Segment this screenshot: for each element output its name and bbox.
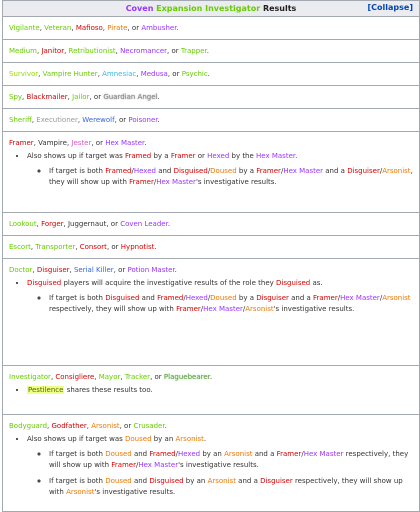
text-fragment: /: [207, 166, 211, 175]
text-fragment: .: [157, 116, 160, 124]
role-link[interactable]: Hexed: [133, 166, 156, 175]
investigator-results-navbox: [2, 0, 420, 512]
text-fragment: and a: [288, 293, 314, 302]
role-link[interactable]: Framer: [9, 139, 34, 147]
text-fragment: /: [337, 293, 341, 302]
role-list: [9, 421, 413, 431]
text-fragment: ,: [33, 139, 39, 147]
role-link[interactable]: Veteran: [44, 24, 72, 32]
role-link[interactable]: Hex Master: [303, 449, 344, 458]
role-link[interactable]: Disguiser: [256, 293, 289, 302]
role-link[interactable]: Framer: [176, 305, 201, 313]
text-fragment: and a: [235, 476, 261, 485]
text-fragment: ,: [22, 93, 27, 101]
results-row: [3, 365, 419, 414]
collapse-link[interactable]: Collapse: [371, 3, 410, 12]
role-list: [9, 92, 413, 102]
text-fragment: ,: [69, 266, 74, 274]
role-link[interactable]: Arsonist: [66, 488, 95, 496]
role-link[interactable]: Poisoner: [128, 116, 158, 124]
text-fragment: and: [155, 166, 174, 175]
text-fragment: Vampire: [38, 139, 67, 147]
results-row: [3, 212, 419, 235]
text-fragment: .: [157, 93, 160, 101]
text-fragment: , or: [114, 116, 129, 124]
text-fragment: .: [295, 152, 298, 160]
text-fragment: by the: [229, 152, 257, 160]
sub-note-item: [49, 449, 413, 472]
note-item: [27, 278, 413, 316]
role-list: [9, 372, 413, 382]
text-fragment: shares these results too.: [64, 386, 153, 394]
role-link[interactable]: Crusader: [133, 422, 165, 430]
text-fragment: ,: [77, 116, 83, 124]
text-fragment: ,: [97, 70, 103, 78]
role-link[interactable]: Framed: [105, 166, 132, 175]
text-fragment: /: [153, 178, 157, 186]
text-fragment: Also shows up if target was: [27, 152, 125, 160]
text-fragment: If target is both: [49, 293, 106, 302]
role-link[interactable]: Framed: [157, 293, 184, 302]
text-fragment: Also shows up if target was: [27, 435, 125, 443]
text-fragment: .: [176, 24, 179, 32]
role-link[interactable]: Framed: [125, 152, 152, 160]
role-link[interactable]: Disguiser: [36, 266, 70, 274]
text-fragment: , or: [167, 70, 182, 78]
text-fragment: ,: [39, 24, 45, 32]
text-fragment: 's investigative results.: [195, 178, 277, 186]
role-link[interactable]: Mayor: [98, 373, 121, 381]
text-fragment: /: [379, 293, 383, 302]
navbox-header: [3, 1, 419, 17]
role-link[interactable]: Survivor: [9, 70, 39, 78]
text-fragment: /: [242, 305, 246, 313]
role-link[interactable]: Consigliere: [55, 373, 95, 381]
results-row: [3, 414, 419, 511]
note-item: [27, 151, 413, 189]
collapse-close-bracket: ]: [409, 3, 413, 12]
text-fragment: and a: [323, 166, 348, 175]
sub-note-list: [27, 166, 413, 189]
role-link[interactable]: Psychic: [181, 70, 208, 78]
note-list: [9, 278, 413, 316]
text-fragment: and a: [252, 449, 277, 458]
role-link[interactable]: Serial Killer: [73, 266, 114, 274]
role-link[interactable]: Forger: [41, 220, 64, 228]
role-link[interactable]: Disguised: [276, 279, 311, 287]
text-fragment: by a: [151, 152, 171, 160]
role-list: [9, 46, 413, 56]
role-link[interactable]: Godfather: [51, 422, 87, 430]
role-link[interactable]: Disguiser: [260, 476, 293, 485]
role-link[interactable]: Amnesiac: [102, 70, 137, 78]
text-fragment: , or: [91, 139, 106, 147]
role-link[interactable]: Doctor: [9, 266, 33, 274]
text-fragment: , or: [113, 266, 128, 274]
role-link[interactable]: Disguised: [27, 279, 62, 287]
text-fragment: .: [164, 422, 167, 430]
role-link[interactable]: Hex Master: [340, 293, 380, 302]
text-fragment: .: [167, 220, 171, 228]
role-link[interactable]: Plaguebearer: [163, 373, 210, 381]
role-link[interactable]: Disguised: [173, 166, 208, 175]
role-link[interactable]: Coven Leader: [120, 220, 168, 228]
role-link[interactable]: Doused: [105, 449, 132, 458]
text-fragment: .: [154, 243, 157, 251]
text-fragment: as.: [310, 279, 323, 287]
title-part-results: Results: [260, 4, 297, 13]
role-link[interactable]: Sheriff: [9, 116, 32, 124]
sub-note-item: [49, 293, 413, 316]
role-link[interactable]: Hex Master: [256, 152, 296, 160]
role-link[interactable]: Framer: [111, 461, 136, 469]
text-fragment: by a: [236, 166, 257, 175]
role-link[interactable]: Hex Master: [105, 139, 145, 147]
text-fragment: , or: [106, 243, 121, 251]
role-link[interactable]: Werewolf: [82, 116, 115, 124]
role-list: [9, 115, 413, 125]
text-fragment: ,: [86, 422, 92, 430]
text-fragment: Juggernaut: [67, 220, 107, 228]
text-fragment: If target is both: [49, 476, 106, 485]
role-link[interactable]: Guardian Angel: [103, 93, 158, 101]
role-link[interactable]: Vigilante: [9, 24, 40, 32]
note-list: [9, 151, 413, 189]
role-link[interactable]: Consort: [79, 243, 107, 251]
role-link[interactable]: Janitor: [41, 47, 65, 55]
role-link[interactable]: Framer: [276, 449, 302, 458]
text-fragment: /: [136, 461, 139, 469]
role-link[interactable]: Jester: [71, 139, 92, 147]
title-part-expansion[interactable]: Expansion: [153, 4, 203, 13]
role-link[interactable]: Trapper: [180, 47, 207, 55]
sub-note-list: [27, 449, 413, 499]
text-fragment: respectively, they will show up with: [49, 305, 177, 313]
results-row: [3, 131, 419, 212]
sub-note-list: [27, 293, 413, 316]
role-link[interactable]: Pestilence: [28, 386, 64, 394]
text-fragment: , they will show up with: [49, 166, 413, 186]
role-link[interactable]: Hexed: [177, 449, 201, 458]
title-part-investigator[interactable]: Investigator: [202, 4, 261, 13]
role-list: [9, 219, 413, 229]
role-link[interactable]: Investigator: [9, 373, 51, 381]
role-list: [9, 138, 413, 148]
text-fragment: ,: [75, 243, 80, 251]
navbox-title: [126, 4, 297, 13]
role-link[interactable]: Doused: [105, 476, 132, 485]
text-fragment: ,: [64, 47, 69, 55]
role-link[interactable]: Executioner: [36, 116, 78, 124]
text-fragment: by an: [200, 449, 225, 458]
text-fragment: .: [209, 373, 213, 381]
text-fragment: 's investigative results.: [94, 488, 176, 496]
role-link[interactable]: Potion Master: [127, 266, 175, 274]
text-fragment: .: [144, 139, 147, 147]
text-fragment: ,: [31, 116, 37, 124]
results-row: [3, 17, 419, 39]
text-fragment: .: [174, 266, 177, 274]
text-fragment: respectively, they will show up with: [49, 449, 409, 469]
text-fragment: 's investigative results.: [178, 461, 259, 469]
role-link[interactable]: Medium: [9, 47, 37, 55]
role-link[interactable]: Doused: [210, 166, 237, 175]
collapse-open-bracket: [: [367, 3, 372, 12]
results-row: [3, 108, 419, 131]
role-link[interactable]: Pirate: [107, 24, 128, 32]
text-fragment: 's investigative results.: [273, 305, 355, 313]
collapse-toggle[interactable]: [368, 3, 413, 12]
role-link[interactable]: Hypnotist: [120, 243, 155, 251]
note-list: [9, 385, 413, 397]
text-fragment: and: [139, 293, 158, 302]
role-link[interactable]: Arsonist: [91, 422, 120, 430]
text-fragment: , or: [127, 24, 142, 32]
text-fragment: ,: [63, 220, 68, 228]
text-fragment: ,: [37, 47, 42, 55]
text-fragment: ,: [71, 24, 76, 32]
sub-note-item: [49, 476, 413, 499]
results-rows: [3, 17, 419, 511]
role-link[interactable]: Framer: [129, 178, 154, 186]
text-fragment: by an: [183, 476, 208, 485]
note-item: [27, 434, 413, 499]
role-link[interactable]: Disguised: [149, 476, 184, 485]
role-link[interactable]: Framed: [149, 449, 176, 458]
role-link[interactable]: Arsonist: [224, 449, 253, 458]
role-list: [9, 69, 413, 79]
text-fragment: ,: [32, 266, 37, 274]
text-fragment: ,: [102, 24, 108, 32]
text-fragment: /: [131, 166, 134, 175]
text-fragment: .: [203, 435, 207, 443]
results-row: [3, 235, 419, 258]
role-link[interactable]: Doused: [210, 293, 237, 302]
role-link[interactable]: Arsonist: [175, 435, 204, 443]
role-link[interactable]: Transporter: [35, 243, 76, 251]
results-row: [3, 62, 419, 85]
text-fragment: ,: [115, 47, 121, 55]
text-fragment: If target is both: [49, 449, 106, 458]
note-item: [27, 385, 413, 397]
text-fragment: ,: [30, 243, 36, 251]
role-link[interactable]: Hex Master: [283, 166, 324, 175]
role-list: [9, 23, 413, 33]
text-fragment: ,: [120, 373, 125, 381]
text-fragment: , or: [89, 93, 104, 101]
text-fragment: /: [379, 166, 383, 175]
text-fragment: /: [175, 449, 178, 458]
role-link[interactable]: Arsonist: [382, 293, 411, 302]
text-fragment: , or: [119, 422, 134, 430]
text-fragment: , or: [167, 47, 181, 55]
text-fragment: ,: [136, 70, 141, 78]
role-link[interactable]: Doused: [125, 435, 152, 443]
role-link[interactable]: Hexed: [185, 293, 208, 302]
sub-note-item: [49, 166, 413, 189]
role-link[interactable]: Escort: [9, 243, 31, 251]
role-link[interactable]: Arsonist: [245, 305, 274, 313]
role-link[interactable]: Arsonist: [382, 166, 411, 175]
role-link[interactable]: Vampire Hunter: [42, 70, 98, 78]
role-link[interactable]: Medusa: [140, 70, 168, 78]
text-fragment: ,: [67, 93, 73, 101]
text-fragment: or: [195, 152, 208, 160]
role-link[interactable]: Jailor: [72, 93, 90, 101]
text-fragment: /: [200, 305, 204, 313]
role-link[interactable]: Arsonist: [207, 476, 236, 485]
role-list: [9, 265, 413, 275]
text-fragment: , or: [106, 220, 121, 228]
text-fragment: by a: [236, 293, 257, 302]
role-link[interactable]: Disguised: [105, 293, 140, 302]
text-fragment: ,: [66, 139, 72, 147]
text-fragment: /: [183, 293, 186, 302]
text-fragment: /: [207, 293, 211, 302]
role-link[interactable]: Tracker: [124, 373, 151, 381]
role-link[interactable]: Necromancer: [120, 47, 168, 55]
role-link[interactable]: Lookout: [9, 220, 37, 228]
results-row: [3, 258, 419, 365]
text-fragment: and: [131, 476, 150, 485]
role-link[interactable]: Framer: [313, 293, 338, 302]
text-fragment: ,: [50, 373, 56, 381]
role-link[interactable]: Bodyguard: [9, 422, 48, 430]
text-fragment: players will acquire the investigative results of the role they: [61, 279, 277, 287]
text-fragment: .: [207, 70, 210, 78]
role-link[interactable]: Blackmailer: [26, 93, 68, 101]
text-fragment: ,: [36, 220, 42, 228]
role-link[interactable]: Hexed: [207, 152, 230, 160]
results-row: [3, 39, 419, 62]
role-link[interactable]: Spy: [9, 93, 23, 101]
role-link[interactable]: Framer: [170, 152, 196, 160]
results-row: [3, 85, 419, 108]
text-fragment: /: [280, 166, 284, 175]
text-fragment: , or: [150, 373, 164, 381]
text-fragment: /: [301, 449, 304, 458]
title-part-coven[interactable]: Coven: [125, 4, 154, 13]
role-list: [9, 242, 413, 252]
text-fragment: .: [206, 47, 209, 55]
text-fragment: by an: [151, 435, 176, 443]
text-fragment: ,: [47, 422, 52, 430]
text-fragment: ,: [38, 70, 43, 78]
role-link[interactable]: Disguiser: [347, 166, 380, 175]
role-link[interactable]: Retributionist: [68, 47, 116, 55]
role-link[interactable]: Mafioso: [75, 24, 103, 32]
text-fragment: respectively, they will show up with: [49, 476, 403, 496]
text-fragment: ,: [94, 373, 99, 381]
role-link[interactable]: Framer: [256, 166, 281, 175]
text-fragment: If target is both: [49, 166, 106, 175]
role-link[interactable]: Ambusher: [141, 24, 177, 32]
role-link[interactable]: Hex Master: [156, 178, 196, 186]
role-link[interactable]: Hex Master: [138, 461, 179, 469]
note-list: [9, 434, 413, 499]
role-link[interactable]: Hex Master: [203, 305, 243, 313]
text-fragment: and: [131, 449, 150, 458]
